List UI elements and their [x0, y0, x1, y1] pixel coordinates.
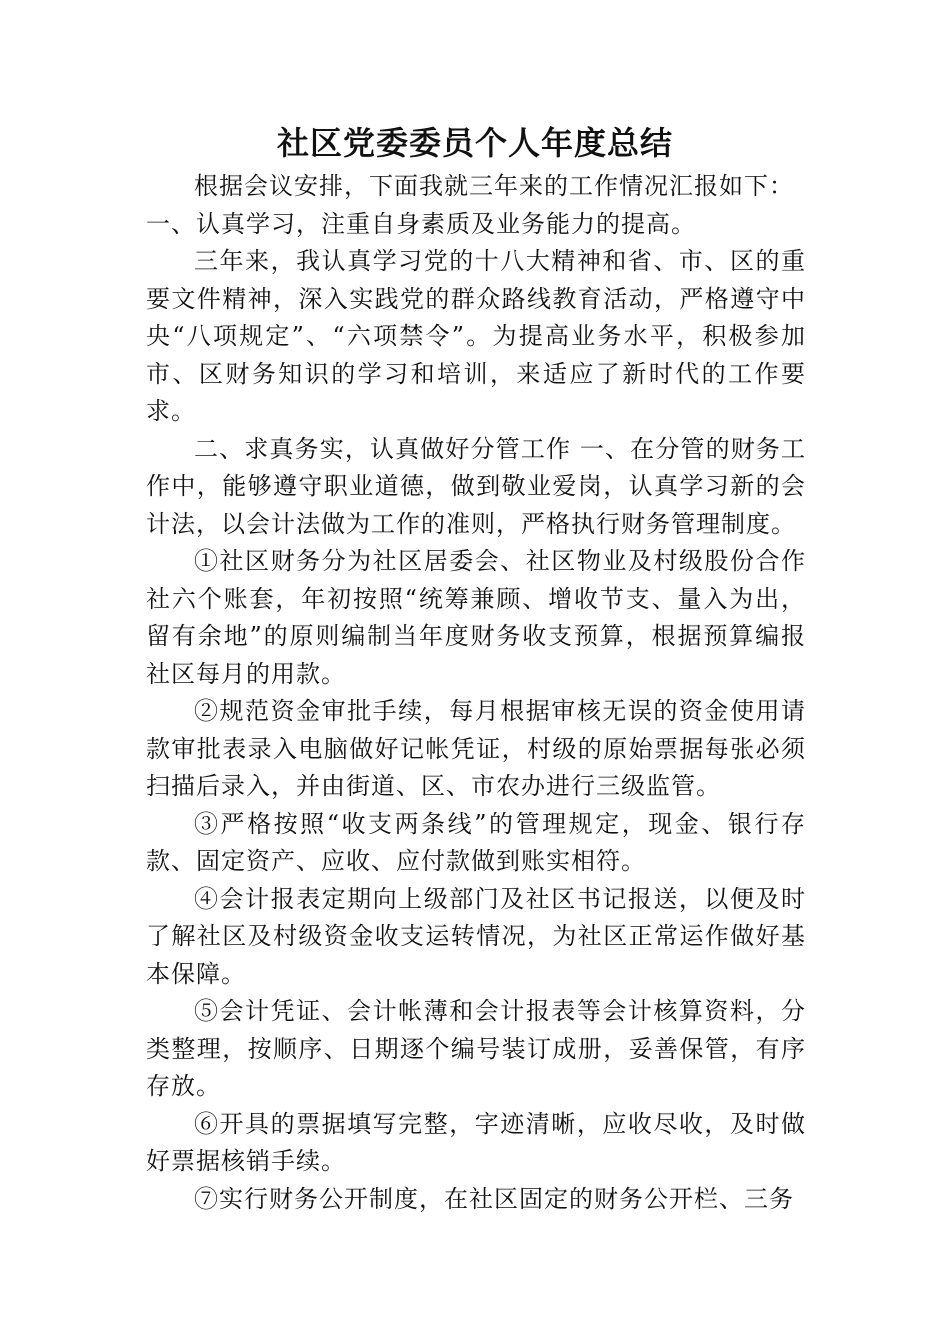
- list-item-5: ⑤会计凭证、会计帐薄和会计报表等会计核算资料，分类整理，按顺序、日期逐个编号装订成册，妥善保管，有序存放。: [146, 997, 806, 1100]
- list-item-2: ②规范资金审批手续，每月根据审核无误的资金使用请款审批表录入电脑做好记帐凭证，村级的原始票据每张必须扫描后录入，并由街道、区、市农办进行三级监管。: [146, 697, 806, 800]
- document-body: [146, 168, 806, 1218]
- list-item-3: ③严格按照“收支两条线”的管理规定，现金、银行存款、固定资产、应收、应付款做到账实相符。: [146, 809, 806, 875]
- list-item-1: ①社区财务分为社区居委会、社区物业及村级股份合作社六个账套，年初按照“统筹兼顾、增收节支、量入为出，留有余地”的原则编制当年度财务收支预算，根据预算编报社区每月的用款。: [146, 547, 806, 688]
- paragraph-intro: 根据会议安排，下面我就三年来的工作情况汇报如下：: [194, 172, 794, 200]
- list-item-4: ④会计报表定期向上级部门及社区书记报送，以便及时了解社区及村级资金收支运转情况，为社区正常运作做好基本保障。: [146, 884, 806, 988]
- paragraph-study: 三年来，我认真学习党的十八大精神和省、市、区的重要文件精神，深入实践党的群众路线教育活动，严格遵守中央“八项规定”、“六项禁令”。为提高业务水平，积极参加市、区财务知识的学习和培训，来适应了新时代的工作要求。: [146, 247, 806, 425]
- list-item-7: ⑦实行财务公开制度，在社区固定的财务公开栏、三务: [194, 1184, 794, 1213]
- section-heading-study: 一、认真学习，注重自身素质及业务能力的提高。: [146, 209, 696, 238]
- paragraph-finance-work: 二、求真务实，认真做好分管工作 一、在分管的财务工作中，能够遵守职业道德，做到敬业爱岗，认真学习新的会计法，以会计法做为工作的准则，严格执行财务管理制度。: [146, 434, 806, 538]
- document-title: 社区党委委员个人年度总结: [276, 124, 673, 162]
- list-item-6: ⑥开具的票据填写完整，字迹清晰，应收尽收，及时做好票据核销手续。: [146, 1109, 806, 1175]
